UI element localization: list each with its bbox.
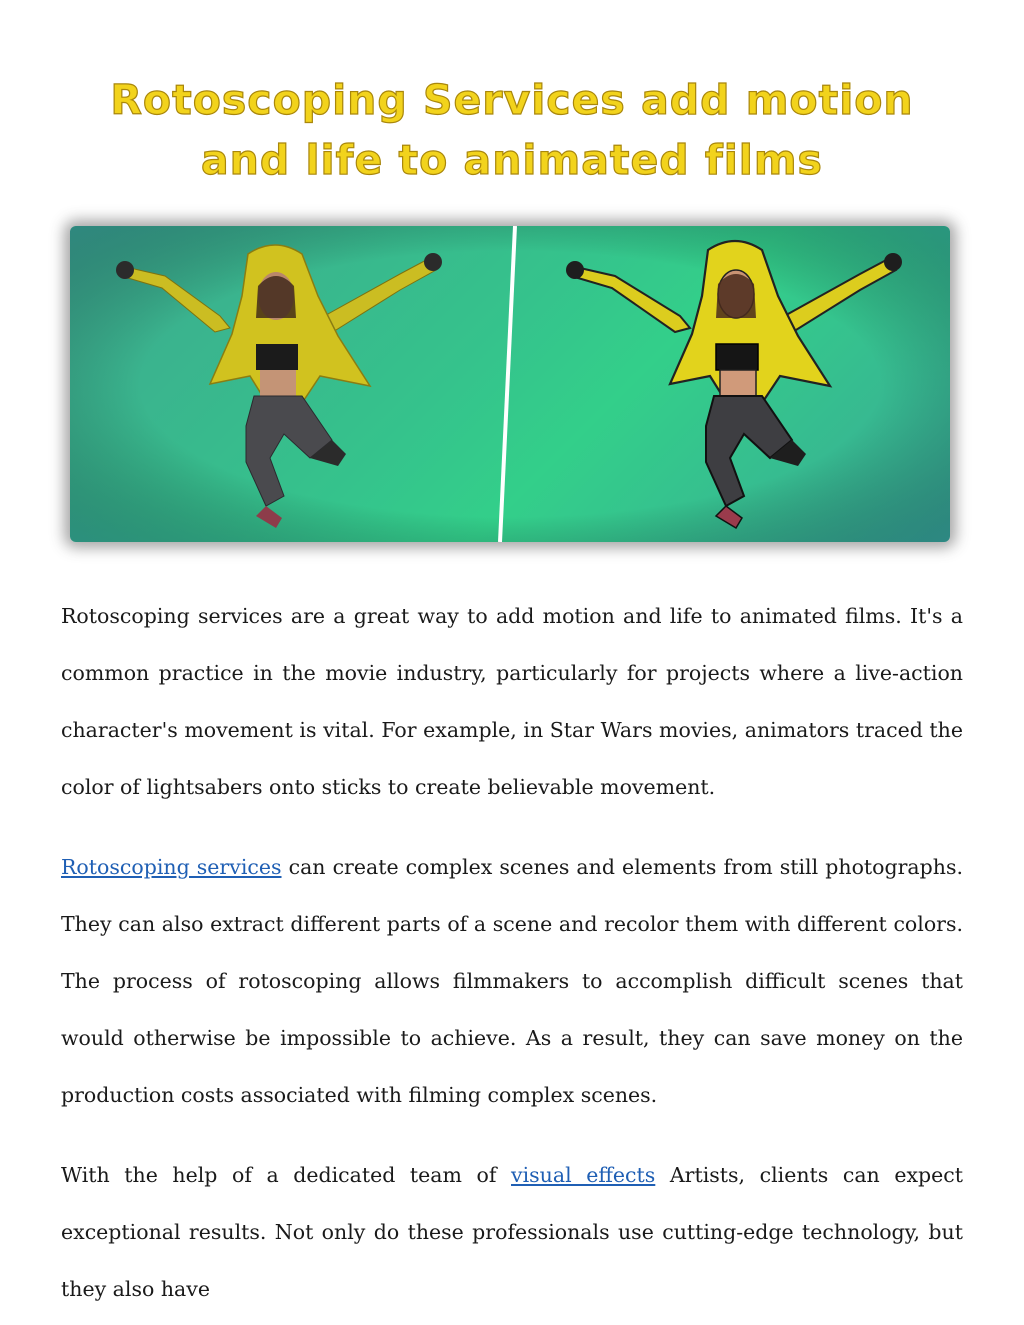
paragraph-vfx-before: With the help of a dedicated team of bbox=[61, 1163, 512, 1187]
rotoscoping-services-link[interactable]: Rotoscoping services bbox=[61, 855, 282, 879]
visual-effects-link[interactable]: visual effects bbox=[511, 1163, 656, 1187]
paragraph-intro-text: Rotoscoping services are a great way to add motion and life to animated films. It's a common practice in the movie industry, particularly for projects where a live-action character's movement is vital. For example, in Star Wars movies, animators traced the color of lightsabers onto sticks to create believable movement. bbox=[61, 604, 963, 799]
paragraph-intro bbox=[61, 588, 963, 816]
paragraph-vfx-team bbox=[61, 1147, 963, 1318]
hero-illustration bbox=[70, 226, 950, 542]
title-line-1: Rotoscoping Services add motion bbox=[110, 76, 914, 124]
paragraph-rotoscoping bbox=[61, 839, 963, 1124]
paragraph-rotoscoping-text: can create complex scenes and elements from still photographs. They can also extract different parts of a scene and recolor them with different colors. The process of rotoscoping allows filmmakers to accomplish difficult scenes that would otherwise be impossible to achieve. As a result, they can save money on the production costs associated with filming complex scenes. bbox=[61, 855, 963, 1107]
paragraph-vfx-after: Artists, clients can expect exceptional results. Not only do these professionals use cutting-edge technology, but they also have bbox=[61, 1163, 963, 1301]
hero-image bbox=[70, 226, 950, 542]
page-title bbox=[40, 70, 984, 190]
title-line-2: and life to animated films bbox=[201, 136, 823, 184]
